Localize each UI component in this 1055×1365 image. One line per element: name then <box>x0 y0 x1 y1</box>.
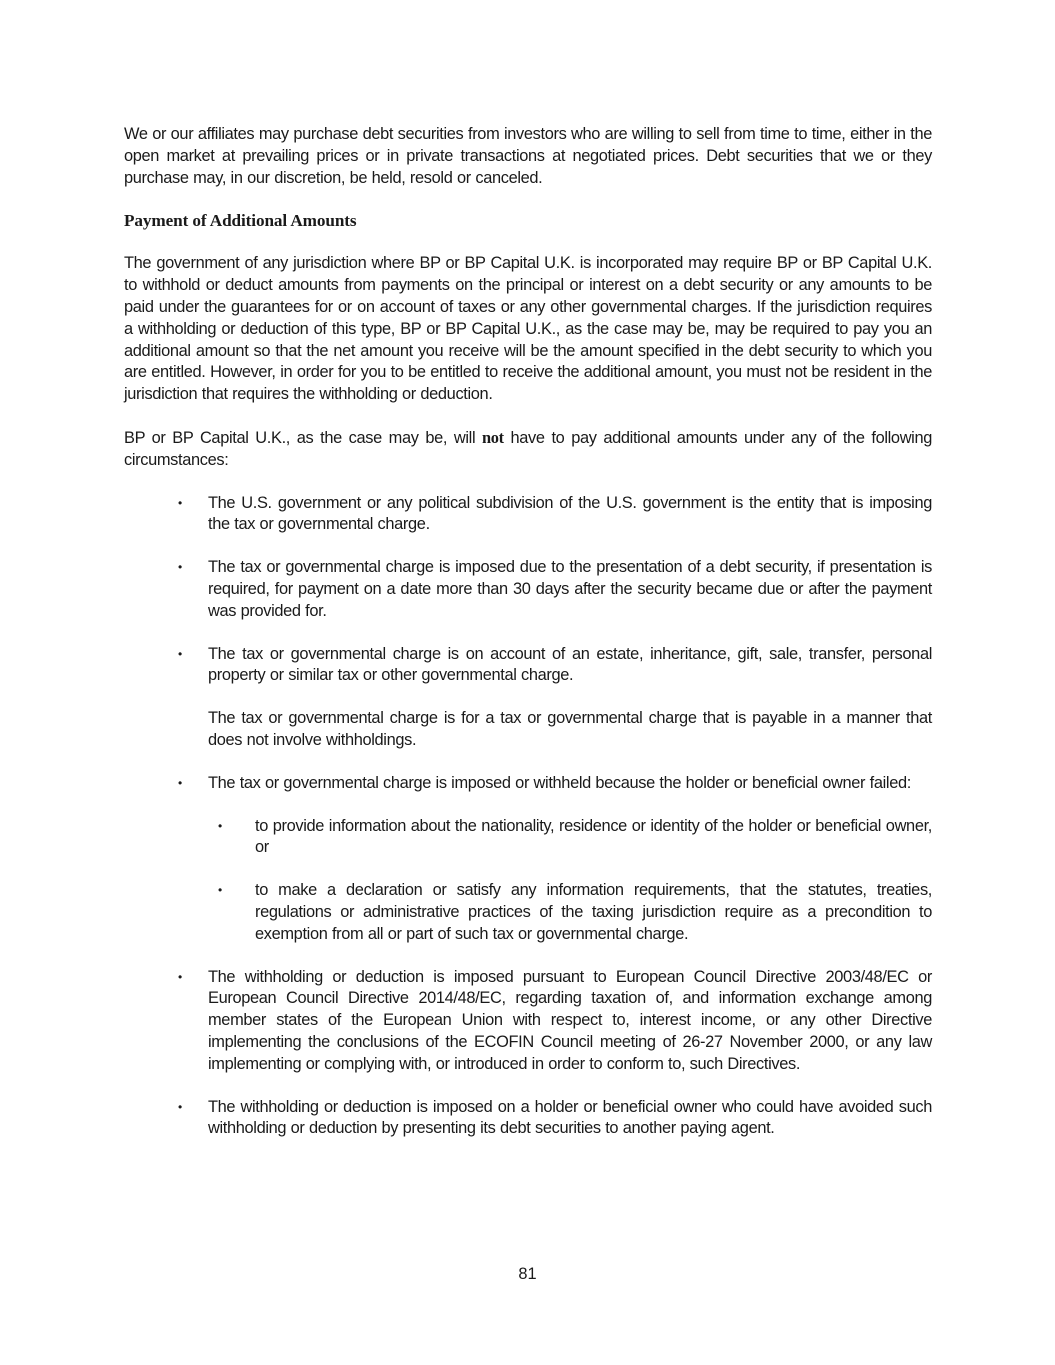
section-paragraph: The government of any jurisdiction where BP or BP Capital U.K. is incorporated may require BP or BP Capital U.K. to withhold or deduct amounts from payments on the principal or interest on a debt security or any amounts to be paid under the guarantees for or on account of taxes or any other governmental charges. If the jurisdiction requires a withholding or deduction of this type, BP or BP Capital U.K., as the case may be, may be required to pay you an additional amount so that the net amount you receive will be the amount specified in the debt security to which you are entitled. However, in order for you to be entitled to receive the additional amount, you must not be resident in the jurisdiction that requires the withholding or deduction. <box>124 254 932 404</box>
list-item-text: The U.S. government or any political subdivision of the U.S. government is the entity that is imposing the tax or governmental charge. <box>208 493 932 534</box>
list-item <box>124 557 932 622</box>
sub-list-item-text: to provide information about the nationality, residence or identity of the holder or beneficial owner, or <box>255 816 932 857</box>
sub-list-item <box>208 816 932 860</box>
sub-list <box>208 816 932 946</box>
list-item-text: The tax or governmental charge is on account of an estate, inheritance, gift, sale, transfer, personal property or similar tax or other governmental charge. <box>208 644 932 685</box>
list-item-continuation: The tax or governmental charge is for a tax or governmental charge that is payable in a manner that does not involve withholdings. <box>208 709 932 749</box>
list-item <box>124 493 932 537</box>
bullet-icon: • <box>218 883 223 898</box>
document-page <box>124 124 932 1161</box>
bullet-icon: • <box>178 1099 183 1114</box>
bullet-icon: • <box>218 818 223 833</box>
list-item <box>124 644 932 752</box>
bullet-icon: • <box>178 646 183 661</box>
sub-list-item <box>208 880 932 945</box>
bullet-icon: • <box>178 969 183 984</box>
list-item <box>124 967 932 1076</box>
sub-list-item-text: to make a declaration or satisfy any information requirements, that the statutes, treaties, regulations or administrative practices of the taxing jurisdiction require as a precondition to exemption from all or part of such tax or governmental charge. <box>255 881 932 943</box>
list-item-text: The tax or governmental charge is imposed due to the presentation of a debt security, if presentation is required, for payment on a date more than 30 days after the security became due or after the payment was provided for. <box>208 558 932 620</box>
list-item-text: The withholding or deduction is imposed on a holder or beneficial owner who could have avoided such withholding or deduction by presenting its debt securities to another paying agent. <box>208 1097 932 1138</box>
circumstances-intro-before: BP or BP Capital U.K., as the case may be, will <box>124 428 483 447</box>
circumstances-intro-emphasis: not <box>482 427 504 447</box>
list-item <box>124 1097 932 1141</box>
circumstances-intro <box>124 427 932 472</box>
section-heading: Payment of Additional Amounts <box>124 211 357 231</box>
page-number: 81 <box>518 1265 537 1283</box>
circumstances-list <box>124 493 932 1141</box>
circumstances-intro-after: have to pay additional amounts under any of the following circumstances: <box>124 428 932 469</box>
bullet-icon: • <box>178 560 183 575</box>
list-item <box>124 773 932 946</box>
list-item-text: The tax or governmental charge is imposed or withheld because the holder or beneficial owner failed: <box>208 773 911 792</box>
intro-paragraph: We or our affiliates may purchase debt securities from investors who are willing to sell from time to time, either in the open market at prevailing prices or in private transactions at negotiated prices. Debt securities that we or they purchase may, in our discretion, be held, resold or canceled. <box>124 125 932 187</box>
bullet-icon: • <box>178 775 183 790</box>
bullet-icon: • <box>178 495 183 510</box>
list-item-text: The withholding or deduction is imposed pursuant to European Council Directive 2003/48/EC or European Council Directive 2014/48/EC, regarding taxation of, and information exchange among member states of the European Union with respect to, interest income, or any other Directive implementing the conclusions of the ECOFIN Council meeting of 26-27 November 2000, or any law implementing or complying with, or introduced in order to conform to, such Directives. <box>208 967 932 1073</box>
